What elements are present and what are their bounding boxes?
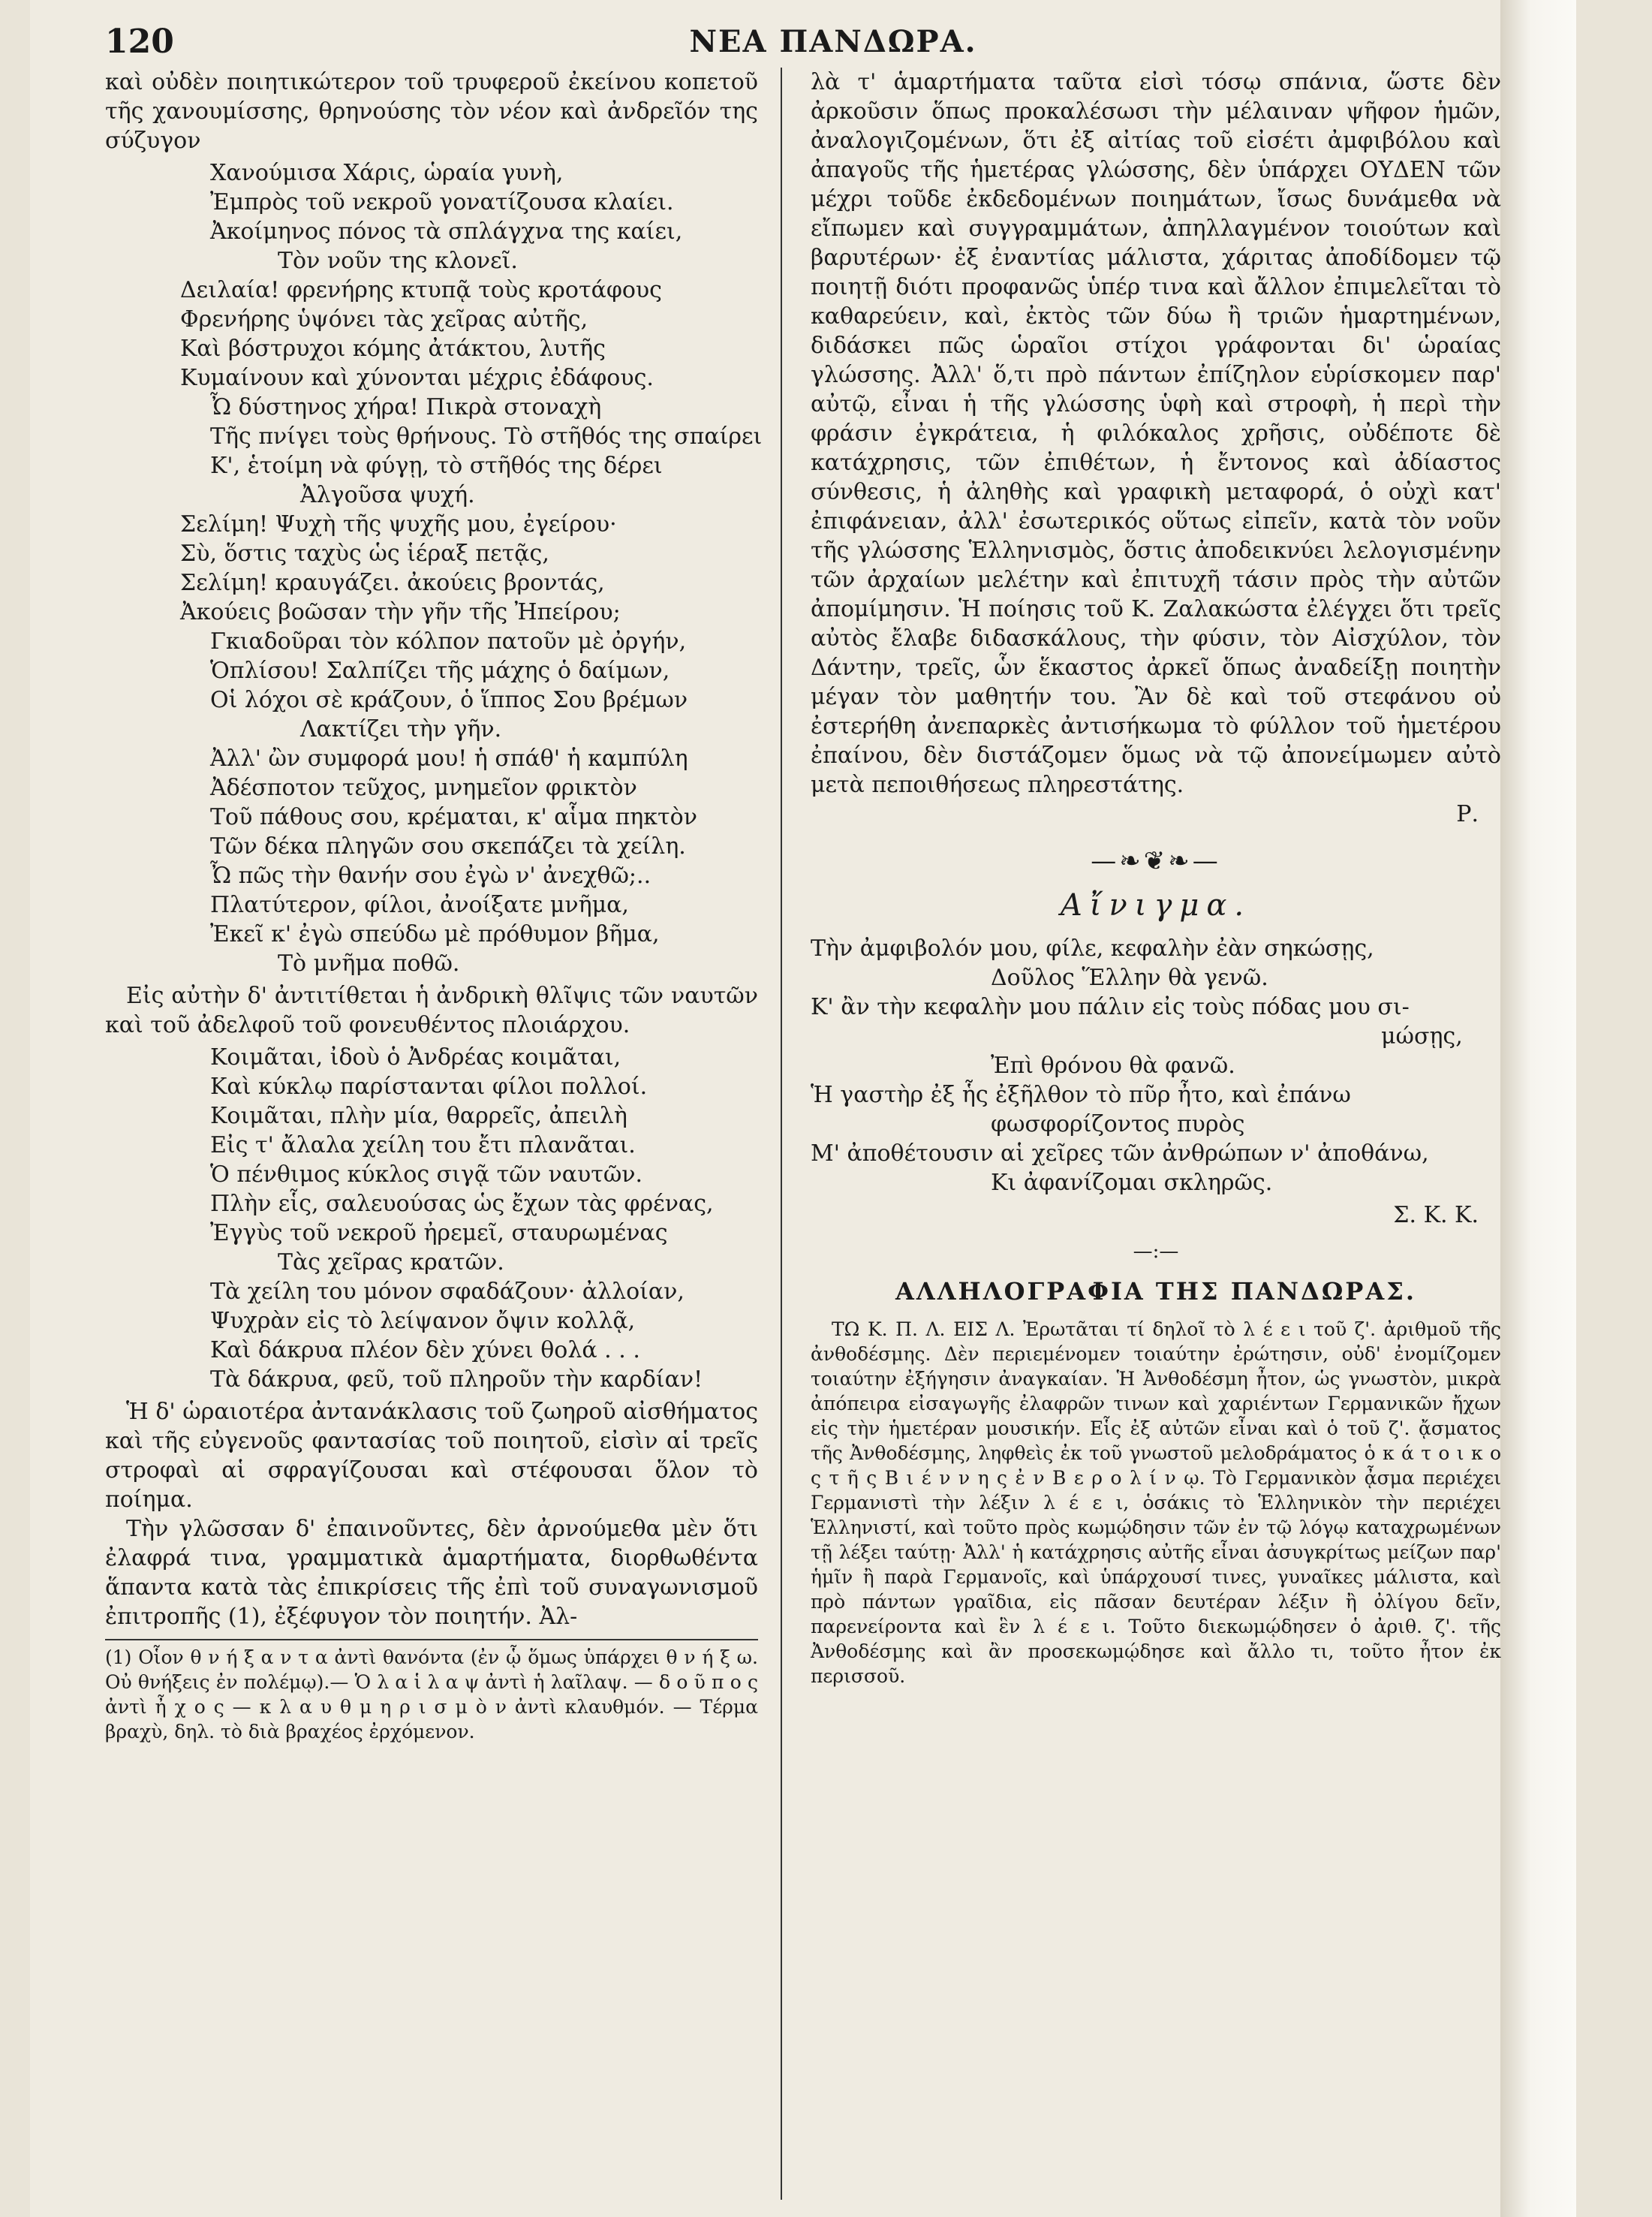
paragraph-continued: λὰ τ' ἁμαρτήματα ταῦτα εἰσὶ τόσῳ σπάνια, ὥστε δὲν ἀρκοῦσιν ὅπως προκαλέσωσι τὴν μέλαιναν ψῆφον ἡμῶν, ἀναλογιζομένων, ὅτι ἐξ αἰτίας τοῦ εἰσέτι ἀμφιβόλου καὶ ἀπαγοῦς τῆς ἡμετέρας γλώσσης, δὲν ὑπάρχει ΟΥΔΕΝ τῶν μέχρι τοῦδε ἐκδεδομένων ποιημάτων, ἴσως δυνάμεθα νὰ εἴπωμεν καὶ συγγραμμάτων, ἀπηλλαγμένον τοιούτων καὶ βαρυτέρων· ἐξ ἐναντίας μάλιστα, χάριτας ἀποδίδομεν τῷ ποιητῇ διότι προφανῶς ὑπέρ τινα καὶ ἄλλον ἐπιμελεῖται τὸ καθαρεύειν, καὶ, ἐκτὸς τῶν δύω ἢ τριῶν ἡμαρτημένων, διδάσκει πῶς ὡραῖοι στίχοι γράφονται δι' ὡραίας γλώσσης. Ἀλλ' ὅ,τι πρὸ πάντων ἐπίζηλον εὑρίσκομεν παρ' αὐτῷ, εἶναι ἡ τῆς γλώσσης ὑφὴ καὶ στροφὴ, ἡ περὶ τὴν φράσιν ἐγκράτεια, ἡ φιλόκαλος χρῆσις, οὐδέποτε δὲ κατάχρησις, τῶν ἐπιθέτων, ἡ ἔντονος καὶ ἀδίαστος σύνθεσις, ἡ ἀληθὴς καὶ γραφικὴ μεταφορά, ὁ οὐχὶ κατ' ἐπιφάνειαν, ἀλλ' ἐσωτερικός οὕτως εἰπεῖν, κατὰ τὸν νοῦν τῆς γλώσσης Ἑλληνισμὸς, ὅστις ἀποδεικνύει λελογισμένην τῶν ἀρχαίων μελέτην καὶ ἐπιτυχῆ τάσιν πρὸς τὴν αὐτῶν ἀπομίμησιν. Ἡ ποίησις τοῦ Κ. Ζαλακώστα ἐλέγχει ὅτι τρεῖς αὐτὸς ἔλαβε διδασκάλους, τὴν φύσιν, τὸν Αἰσχύλον, τὸν Δάντην, τρεῖς, ὧν ἕκαστος ἀρκεῖ ὅπως ἀναδείξῃ ποιητὴν μέγαν τὸν μαθητήν του. Ἂν δὲ καὶ τοῦ στεφάνου οὐ ἐστερήθη ἀνεπαρκὲς ἀντισήκωμα τὸ φύλλον τοῦ ἡμετέρου ἐπαίνου, δὲν διστάζομεν ὅμως νὰ τῷ ἀπονείμωμεν αὐτὸ μετὰ πεποιθήσεως πληρεστάτης.	[811, 69, 1501, 798]
correspondence-text: ΤΩ Κ. Π. Λ. ΕΙΣ Λ. Ἐρωτᾶται τί δηλοῖ τὸ λ έ ε ι τοῦ ζ'. ἀριθμοῦ τῆς ἀνθοδέσμης. Δὲν περιεμένομεν τοιαύτην ἐρώτησιν, οὐδ' ἐνομίζομεν τοιαύτην ἐξήγησιν ἀναγκαίαν. Ἡ Ἀνθοδέσμη ἦτον, ὡς γνωστὸν, μικρὰ ἀπόπειρα εἰσαγωγῆς ἐλαφρῶν τινων καὶ χαριέντων Γερμανικῶν ἤχων εἰς τὴν ἡμετέραν μουσικήν. Εἷς ἐξ αὐτῶν εἶναι καὶ ὁ τοῦ ζ'. ᾄσματος τῆς Ἀνθοδέσμης, ληφθεὶς ἐκ τοῦ γνωστοῦ μελοδράματος ὁ κ ά τ ο ι κ ο ς τ ῆ ς Β ι έ ν ν η ς ἐ ν Β ε ρ ο λ ί ν ῳ. Τὸ Γερμανικὸν ᾆσμα περιέχει Γερμανιστὶ τὴν λέξιν λ έ ε ι, ὁσάκις τὸ Ἑλληνικὸν τὴν περιέχει Ἑλληνιστί, καὶ τοῦτο πρὸς κωμῴδησιν τῶν ἐν τῷ λόγῳ καταχρωμένων τῇ λέξει ταύτῃ· Ἀλλ' ἡ κατάχρησις αὐτῆς εἶναι ἀσυγκρίτως μείζων παρ' ἡμῖν ἢ παρὰ Γερμανοῖς, καὶ ὑπάρχουσί τινες, γυναῖκες μάλιστα, καὶ πρὸ πάντων γραῖδια, εἰς πᾶσαν δευτέραν λέξιν ἢ ὀλίγου δεῖν, παρενείροντα καὶ ἓν λ έ ε ι. Τοῦτο διεκωμῴδησεν ὁ ἀριθ. ζ'. τῆς Ἀνθοδέσμης καὶ ἂν προσεκωμῴδησε καὶ ἄλλο τι, τοῦτο ἦτον ἐκ περισσοῦ.	[811, 1318, 1501, 1687]
poem-line: Τὸν νοῦν της κλονεῖ.	[278, 248, 518, 274]
riddle-line: Μ' ἀποθέτουσιν αἱ χεῖρες τῶν ἀνθρώπων ν' ἀποθάνω,	[811, 1140, 1429, 1167]
riddle-line: Τὴν ἀμφιβολόν μου, φίλε, κεφαλὴν ἐὰν σηκώσῃς,	[811, 935, 1374, 962]
paragraph-language: Τὴν γλῶσσαν δ' ἐπαινοῦντες, δὲν ἀρνούμεθα μὲν ὅτι ἐλαφρά τινα, γραμματικὰ ἁμαρτήματα, διορθωθέντα ἅπαντα κατὰ τὰς ἐπικρίσεις τῆς ἐπὶ τοῦ συναγωνισμοῦ ἐπιτροπῆς (1), ἐξέφυγον τὸν ποιητήν. Ἀλ-	[105, 1516, 758, 1630]
riddle-line: φωσφορίζοντος πυρὸς	[991, 1111, 1245, 1137]
poem-line: Ἀκούεις βοῶσαν τὴν γῆν τῆς Ἠπείρου;	[180, 599, 621, 625]
riddle-line: Ἡ γαστὴρ ἐξ ἧς ἐξῆλθον τὸ πῦρ ἦτο, καὶ ἐπάνω	[811, 1082, 1351, 1108]
right-column	[811, 68, 1501, 1688]
poem-line: Εἰς τ' ἄλαλα χείλη του ἔτι πλανᾶται.	[210, 1132, 636, 1158]
page-edge	[1500, 0, 1576, 2217]
poem-line: Σελίμη! Ψυχὴ τῆς ψυχῆς μου, ἐγείρου·	[180, 511, 617, 538]
poem-line: Ἐκεῖ κ' ἐγὼ σπεύδω μὲ πρόθυμον βῆμα,	[210, 921, 660, 947]
footnote-rule	[105, 1639, 758, 1640]
ornament-divider: —❧❦❧—	[1091, 846, 1221, 876]
footnote: (1) Οἷον θ ν ή ξ α ν τ α ἀντὶ θανόντα (ἐν ᾧ ὅμως ὑπάρχει θ ν ή ξ ω. Οὐ θνήξεις ἐν πολέμῳ).— Ὁ λ α ἱ λ α ψ ἀντὶ ἡ λαῖλαψ. — δ ο ῦ π ο ς ἀντὶ ἦ χ ο ς — κ λ α υ θ μ η ρ ι σ μ ὸ ν ἀντὶ κλαυθμόν. — Τέρμα βραχὺ, δηλ. τὸ διὰ βραχέος ἐρχόμενον.	[105, 1646, 758, 1743]
poem-line: Τῆς πνίγει τοὺς θρήνους. Τὸ στῆθός της σπαίρει	[210, 423, 763, 450]
poem-line: Ὦ πῶς τὴν θανήν σου ἐγὼ ν' ἀνεχθῶ;..	[210, 863, 651, 889]
poem-line: Γκιαδοῦραι τὸν κόλπον πατοῦν μὲ ὀργήν,	[210, 628, 687, 655]
poem-line: Τῶν δέκα πληγῶν σου σκεπάζει τὰ χείλη.	[210, 833, 686, 860]
poem-line: Καὶ δάκρυα πλέον δὲν χύνει θολά . . .	[210, 1337, 640, 1363]
poem-lament	[105, 158, 763, 978]
poem-line: Τὰς χεῖρας κρατῶν.	[278, 1249, 504, 1276]
poem-line: Καὶ βόστρυχοι κόμης ἀτάκτου, λυτῆς	[180, 336, 606, 362]
paragraph-sailors: Εἰς αὐτὴν δ' ἀντιτίθεται ἡ ἀνδρικὴ θλῖψις τῶν ναυτῶν καὶ τοῦ ἀδελφοῦ τοῦ φονευθέντος πλοιάρχου.	[105, 983, 758, 1038]
poem-line: Λακτίζει τὴν γῆν.	[300, 716, 502, 743]
running-head: ΝΕΑ ΠΑΝΔΩΡΑ.	[689, 24, 977, 59]
riddle-signature: Σ. Κ. Κ.	[1393, 1202, 1479, 1228]
poem-line: Τοῦ πάθους σου, κρέμαται, κ' αἷμα πηκτὸν	[210, 804, 697, 830]
poem-line: Κοιμᾶται, πλὴν μία, θαρρεῖς, ἀπειλὴ	[210, 1103, 627, 1129]
poem-line: Ἐγγὺς τοῦ νεκροῦ ἠρεμεῖ, σταυρωμένας	[210, 1220, 668, 1246]
poem-line: Κ', ἑτοίμη νὰ φύγῃ, τὸ στῆθός της δέρει	[210, 453, 663, 479]
paragraph-reflection: Ἡ δ' ὡραιοτέρα ἀντανάκλασις τοῦ ζωηροῦ αἰσθήματος καὶ τῆς εὐγενοῦς φαντασίας τοῦ ποιητοῦ, εἰσὶν αἱ τρεῖς στροφαὶ αἱ σφραγίζουσαι καὶ στέφουσαι ὅλον τὸ ποίημα.	[105, 1399, 758, 1513]
poem-line: Τὰ χείλη του μόνον σφαδάζουν· ἀλλοίαν,	[210, 1279, 685, 1305]
poem-line: Κυμαίνουν καὶ χύνονται μέχρις ἐδάφους.	[180, 365, 654, 391]
poem-line: Ψυχρὰν εἰς τὸ λείψανον ὄψιν κολλᾷ,	[210, 1308, 636, 1334]
section-separator: —:—	[1133, 1240, 1179, 1263]
poem-line: Ἐμπρὸς τοῦ νεκροῦ γονατίζουσα κλαίει.	[210, 189, 674, 215]
column-divider	[781, 68, 782, 2200]
signature-initial: Ρ.	[1456, 801, 1479, 827]
poem-line: Δειλαία! φρενήρης κτυπᾷ τοὺς κροτάφους	[180, 277, 662, 303]
page-header	[105, 17, 1561, 75]
correspondence-heading: ΑΛΛΗΛΟΓΡΑΦΙΑ ΤΗΣ ΠΑΝΔΩΡΑΣ.	[895, 1277, 1416, 1306]
poem-line: Ὁπλίσου! Σαλπίζει τῆς μάχης ὁ δαίμων,	[210, 658, 670, 684]
poem-line: Καὶ κύκλῳ παρίστανται φίλοι πολλοί.	[210, 1074, 648, 1100]
poem-line: Πλὴν εἷς, σαλευούσας ὡς ἔχων τὰς φρένας,	[210, 1191, 714, 1217]
poem-line: Τὸ μνῆμα ποθῶ.	[278, 950, 460, 977]
poem-line: Οἱ λόχοι σὲ κράζουν, ὁ ἵππος Σου βρέμων	[210, 687, 688, 713]
riddle-line: Ἐπὶ θρόνου θὰ φανῶ.	[991, 1053, 1235, 1079]
poem-line: Σὺ, ὅστις ταχὺς ὡς ἱέραξ πετᾷς,	[180, 541, 549, 567]
riddle-title: Αἴνιγμα.	[1060, 888, 1252, 923]
poem-line: Ἀκοίμηνος πόνος τὰ σπλάγχνα της καίει,	[210, 218, 683, 245]
left-column	[105, 68, 763, 1744]
riddle-verse	[811, 934, 1501, 1197]
poem-line: Ὦ δύστηνος χήρα! Πικρὰ στοναχὴ	[210, 394, 602, 420]
poem-line: Σελίμη! κραυγάζει. ἀκούεις βροντάς,	[180, 570, 605, 596]
riddle-line: μώσῃς,	[1381, 1023, 1463, 1050]
poem-line: Ἀδέσποτον τεῦχος, μνημεῖον φρικτὸν	[210, 775, 637, 801]
poem-line: Ἀλλ' ὢν συμφορά μου! ἡ σπάθ' ἡ καμπύλη	[210, 746, 688, 772]
poem-line: Χανούμισα Χάρις, ὡραία γυνὴ,	[210, 160, 564, 186]
poem-line: Ὁ πένθιμος κύκλος σιγᾷ τῶν ναυτῶν.	[210, 1161, 643, 1188]
poem-line: Πλατύτερον, φίλοι, ἀνοίξατε μνῆμα,	[210, 892, 629, 918]
poem-line: Τὰ δάκρυα, φεῦ, τοῦ πληροῦν τὴν καρδίαν!	[210, 1366, 703, 1393]
riddle-line: Κ' ἂν τὴν κεφαλὴν μου πάλιν εἰς τοὺς πόδας μου σι-	[811, 994, 1410, 1020]
poem-line: Κοιμᾶται, ἰδοὺ ὁ Ἀνδρέας κοιμᾶται,	[210, 1044, 621, 1071]
page-number: 120	[105, 23, 174, 61]
poem-sailors	[105, 1043, 758, 1394]
intro-paragraph: καὶ οὐδὲν ποιητικώτερον τοῦ τρυφεροῦ ἐκείνου κοπετοῦ τῆς χανουμίσσης, θρηνούσης τὸν νέον καὶ ἀνδρεῖόν της σύζυγον	[105, 69, 758, 154]
poem-line: Φρενήρης ὑψόνει τὰς χεῖρας αὐτῆς,	[180, 306, 588, 333]
poem-line: Ἀλγοῦσα ψυχή.	[300, 482, 475, 508]
riddle-line: Κι ἀφανίζομαι σκληρῶς.	[991, 1170, 1273, 1196]
riddle-line: Δοῦλος Ἕλλην θὰ γενῶ.	[991, 965, 1268, 991]
